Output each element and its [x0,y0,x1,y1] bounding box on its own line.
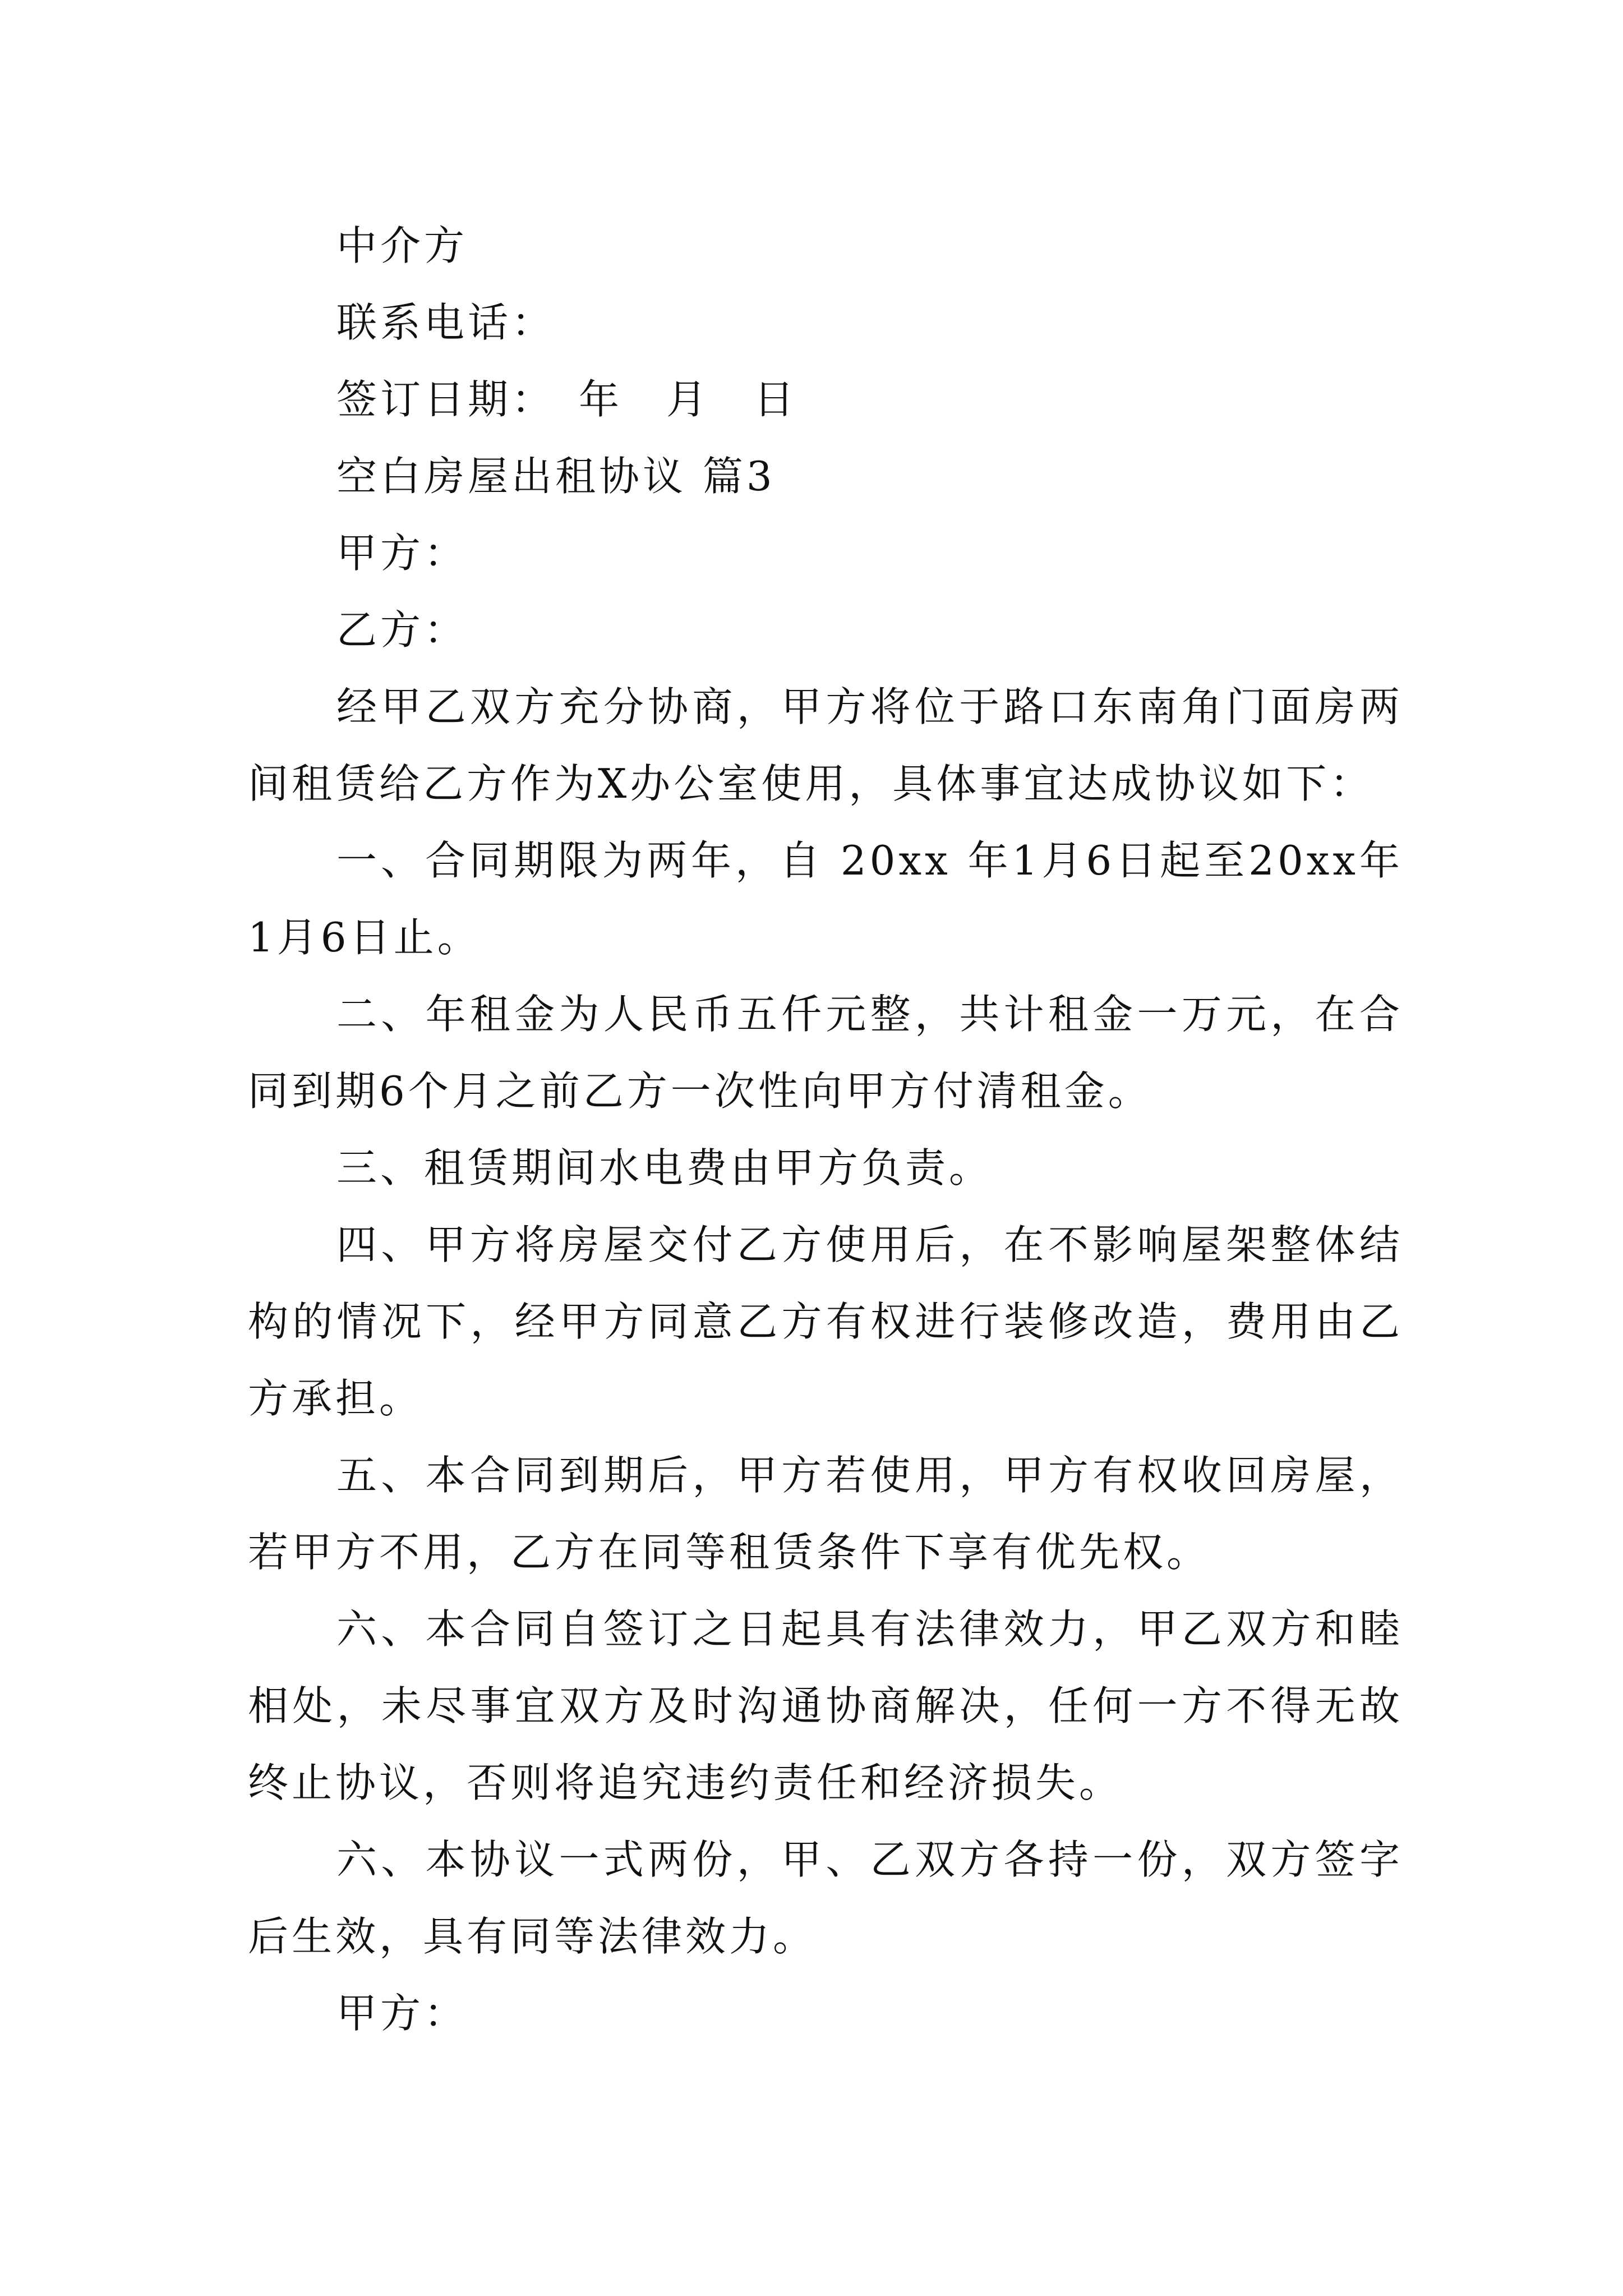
clause-4-renovation: 四、甲方将房屋交付乙方使用后，在不影响屋架整体结构的情况下，经甲方同意乙方有权进行装修改造，费用由乙方承担。 [248,1221,1403,1422]
clause-3-utilities: 三、租赁期间水电费由甲方负责。 [336,1144,993,1191]
party-a-signature-label: 甲方： [336,1990,468,2037]
party-b-label: 乙方： [336,606,468,654]
section-title: 空白房屋出租协议 篇3 [336,453,776,500]
clause-6-copies: 六、本协议一式两份，甲、乙双方各持一份，双方签字后生效，具有同等法律效力。 [248,1836,1403,1960]
clause-5-priority: 五、本合同到期后，甲方若使用，甲方有权收回房屋，若甲方不用，乙方在同等租赁条件下享有优先权。 [248,1452,1403,1576]
contact-phone-label: 联系电话： [336,299,556,346]
party-a-label: 甲方： [336,530,468,577]
intro-paragraph: 经甲乙双方充分协商，甲方将位于路口东南角门面房两间租赁给乙方作为X办公室使用，具体事宜达成协议如下： [248,683,1403,807]
clause-2-rent: 二、年租金为人民币五仟元整，共计租金一万元，在合同到期6个月之前乙方一次性向甲方付清租金。 [248,991,1403,1115]
clause-1-term: 一、合同期限为两年，自 20xx 年1月6日起至20xx年1月6日止。 [248,837,1403,961]
clause-6-effect: 六、本合同自签订之日起具有法律效力，甲乙双方和睦相处，未尽事宜双方及时沟通协商解决，任何一方不得无故终止协议，否则将追究违约责任和经济损失。 [248,1605,1403,1806]
intermediary-label: 中介方 [336,222,468,269]
document-body [248,208,1403,2052]
signing-date-label: 签订日期： 年 月 日 [336,376,798,423]
